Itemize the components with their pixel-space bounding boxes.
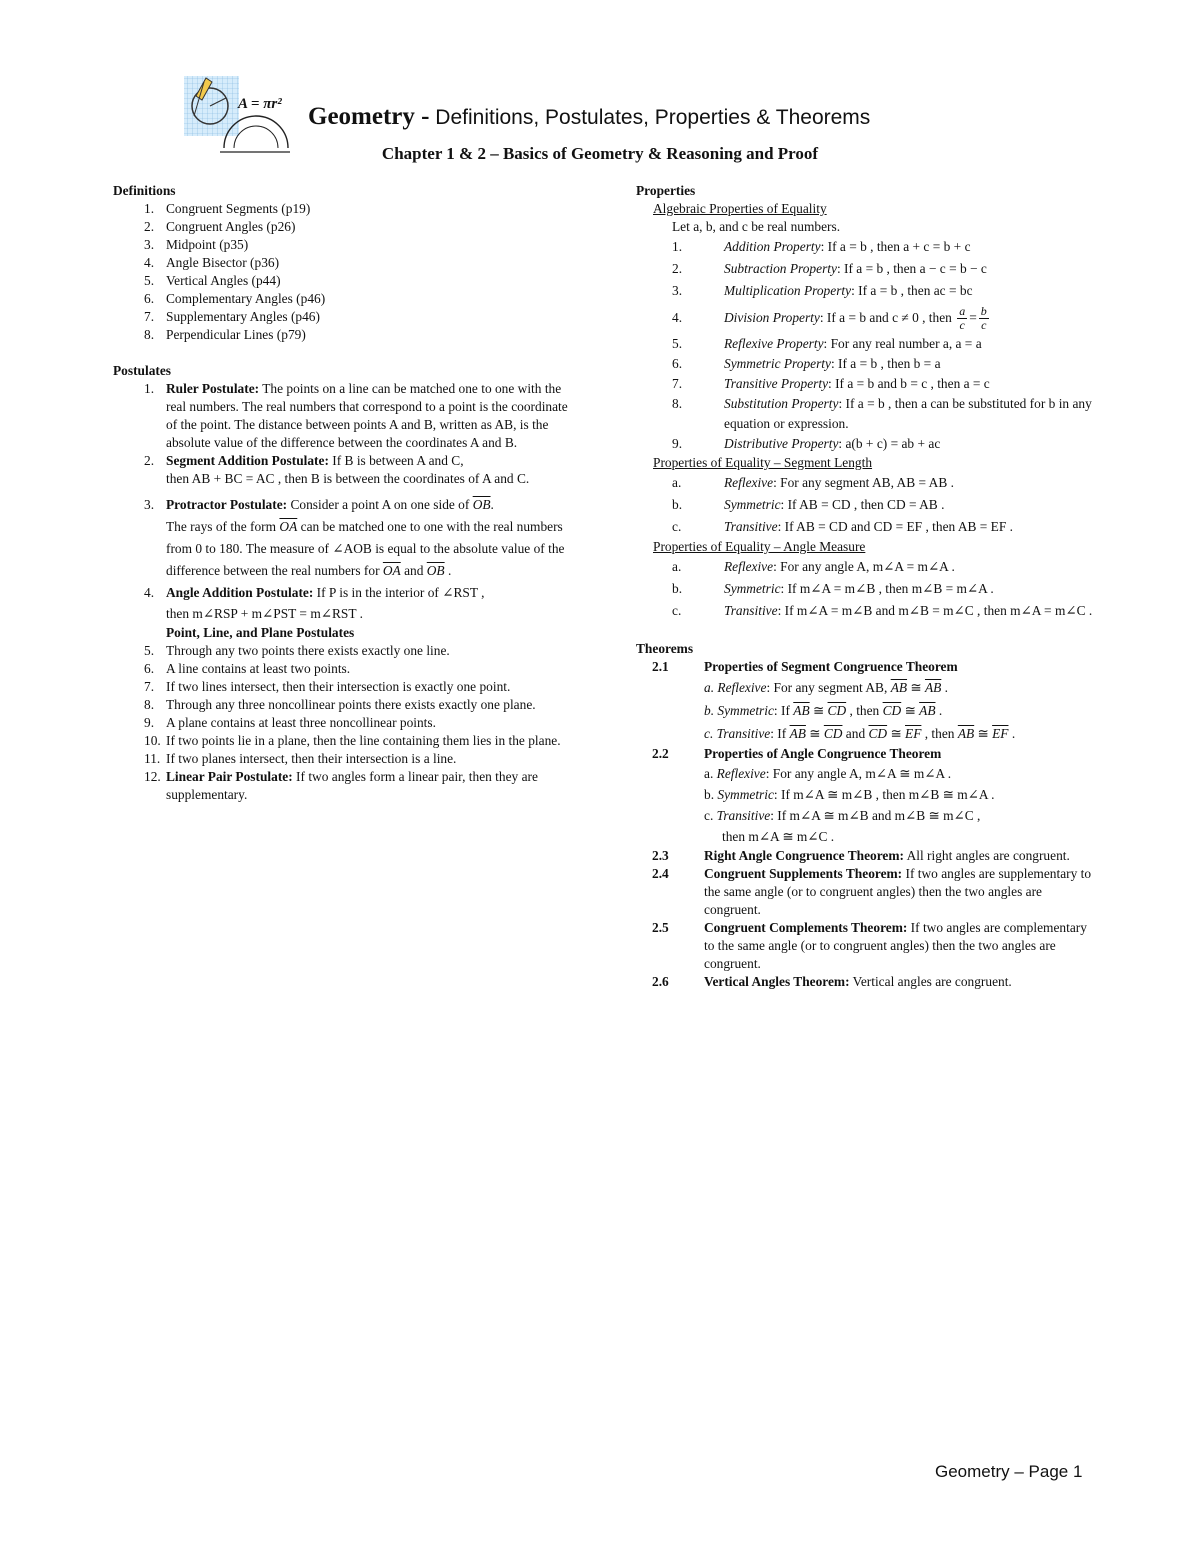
- algebraic-intro: Let a, b, and c be real numbers.: [672, 219, 841, 234]
- definition-item: 1. Congruent Segments (p19): [144, 201, 311, 216]
- page-subtitle: Chapter 1 & 2 – Basics of Geometry & Reasoning and Proof: [381, 144, 819, 163]
- angle-measure-heading: Properties of Equality – Angle Measure: [653, 539, 866, 554]
- segment-length-heading: Properties of Equality – Segment Length: [653, 455, 873, 470]
- angle-measure-list: [636, 556, 1096, 622]
- property-item: a. Reflexive: For any angle A, m∠A = m∠A .: [672, 559, 955, 574]
- property-item: b. Symmetric: If m∠A = m∠B , then m∠B = m∠A .: [672, 581, 994, 596]
- definitions-list: [113, 200, 568, 344]
- postulate-item: 6. A line contains at least two points.: [144, 661, 351, 676]
- postulate-4: 4. Angle Addition Postulate: If P is in the interior of ∠RST , then m∠RSP + m∠PST = m∠RST .: [144, 585, 485, 621]
- definition-item: 2. Congruent Angles (p26): [144, 219, 296, 234]
- postulate-item: 10. If two points lie in a plane, then the line containing them lies in the plane.: [144, 733, 561, 748]
- property-item: 3. Multiplication Property: If a = b , then ac = bc: [672, 283, 973, 298]
- property-item: 5. Reflexive Property: For any real number a, a = a: [672, 336, 982, 351]
- algebraic-list-1: [636, 236, 1096, 302]
- property-item: 1. Addition Property: If a = b , then a + c = b + c: [672, 239, 971, 254]
- theorems-heading: Theorems: [636, 641, 694, 656]
- theorem-item: 2.3 Right Angle Congruence Theorem: All right angles are congruent.: [652, 848, 1070, 863]
- postulate-item: 8. Through any three noncollinear points there exists exactly one plane.: [144, 697, 536, 712]
- postulate-1: 1. Ruler Postulate: The points on a line can be matched one to one with the real numbers. The real numbers that correspond to a point is the coordinate of the point. The distance between points A and B, written as AB, is the absolute value of the difference between the coordinates A and B.: [144, 381, 568, 450]
- definition-item: 5. Vertical Angles (p44): [144, 273, 281, 288]
- definition-item: 7. Supplementary Angles (p46): [144, 309, 320, 324]
- theorem-2-1-parts: a. Reflexive: For any segment AB, $\overline{AB}$ ≅ $\overline{AB}$ . b. Symmetric: If $\overline{AB}$ ≅ $\overline{CD}$ , then $\overline{CD}$ ≅ $\overline{AB}$ . c. Transitive: If $\overline{AB}$ ≅ $\overline{CD}$ and $\overline{CD}$ ≅ $\overline{EF}$ , then $\overline{AB}$ ≅ $\overline{EF}$ .: [704, 680, 1016, 741]
- property-item: 6. Symmetric Property: If a = b , then b = a: [672, 356, 941, 371]
- postulate-3: 3. Protractor Postulate: Consider a point A on one side of $\overline{OB}$. The rays of the form $\overline{OA}$ can be matched one to one with the real numbers from 0 to 180. The measure of ∠AOB is equal to the absolute value of the difference between the real numbers for $\overline{OA}$ and $\overline{OB}$ .: [144, 497, 565, 578]
- right-column: [636, 182, 1096, 991]
- segment-length-list: [636, 472, 1096, 538]
- theorem-item: 2.5 Congruent Complements Theorem: If two angles are complementary to the same angle (or to congruent angles) then the two angles are congruent.: [652, 920, 1087, 971]
- ray-oa: $\overline{OA}$: [279, 519, 298, 534]
- postulates-heading: Postulates: [113, 363, 172, 378]
- theorem-2-2-parts: a. Reflexive: For any angle A, m∠A ≅ m∠A . b. Symmetric: If m∠A ≅ m∠B , then m∠B ≅ m∠A . c. Transitive: If m∠A ≅ m∠B and m∠B ≅ m∠C , then m∠A ≅ m∠C .: [704, 766, 995, 844]
- definitions-heading: Definitions: [113, 183, 176, 198]
- theorem-item: 2.6 Vertical Angles Theorem: Vertical angles are congruent.: [652, 974, 1012, 989]
- property-item: a. Reflexive: For any segment AB, AB = AB .: [672, 475, 954, 490]
- page-footer: Geometry – Page 1: [935, 1462, 1083, 1481]
- algebraic-properties-heading: Algebraic Properties of Equality: [653, 201, 827, 216]
- postulate-item: 5. Through any two points there exists exactly one line.: [144, 643, 450, 658]
- theorem-2-1: 2.1 Properties of Segment Congruence Theorem: [652, 659, 958, 674]
- definition-item: 4. Angle Bisector (p36): [144, 255, 280, 270]
- algebraic-list-2: [636, 334, 1096, 454]
- postulate-item: 7. If two lines intersect, then their intersection is exactly one point.: [144, 679, 511, 694]
- point-line-plane-heading: Point, Line, and Plane Postulates: [166, 625, 355, 640]
- property-item: 9. Distributive Property: a(b + c) = ab + ac: [672, 436, 941, 451]
- postulates-list: [113, 642, 568, 768]
- title-rest: Definitions, Postulates, Properties & Theorems: [429, 106, 871, 129]
- division-property: 4. Division Property: If a = b and c ≠ 0 , then $\frac{a}{c}$ = $\frac{b}{c}$: [672, 304, 987, 333]
- property-item: 8. Substitution Property: If a = b , then a can be substituted for b in any equation or expression.: [672, 396, 1092, 431]
- left-column: [113, 182, 568, 804]
- theorem-item: 2.4 Congruent Supplements Theorem: If two angles are supplementary to the same angle (or to congruent angles) then the two angles are congruent.: [652, 866, 1092, 917]
- theorems-list: [636, 847, 1096, 991]
- theorem-2-2: 2.2 Properties of Angle Congruence Theorem: [652, 746, 942, 761]
- postulate-item: 11. If two planes intersect, then their intersection is a line.: [144, 751, 457, 766]
- page-title: [308, 103, 870, 131]
- property-item: 7. Transitive Property: If a = b and b = c , then a = c: [672, 376, 990, 391]
- property-item: 2. Subtraction Property: If a = b , then a − c = b − c: [672, 261, 987, 276]
- property-item: c. Transitive: If m∠A = m∠B and m∠B = m∠C , then m∠A = m∠C .: [672, 603, 1093, 618]
- property-item: b. Symmetric: If AB = CD , then CD = AB .: [672, 497, 945, 512]
- definition-item: 8. Perpendicular Lines (p79): [144, 327, 306, 342]
- logo-formula: A = πr²: [238, 96, 282, 112]
- properties-heading: Properties: [636, 183, 696, 198]
- postulate-2: 2. Segment Addition Postulate: If B is between A and C, then AB + BC = AC , then B is between the coordinates of A and C.: [144, 453, 530, 486]
- postulate-item: 9. A plane contains at least three noncollinear points.: [144, 715, 436, 730]
- definition-item: 3. Midpoint (p35): [144, 237, 249, 252]
- ray-ob: $\overline{OB}$: [472, 497, 491, 512]
- definition-item: 6. Complementary Angles (p46): [144, 291, 326, 306]
- postulate-12: 12. Linear Pair Postulate: If two angles form a linear pair, then they are supplementary.: [144, 769, 538, 802]
- title-bold: Geometry -: [308, 103, 430, 130]
- property-item: c. Transitive: If AB = CD and CD = EF , then AB = EF .: [672, 519, 1014, 534]
